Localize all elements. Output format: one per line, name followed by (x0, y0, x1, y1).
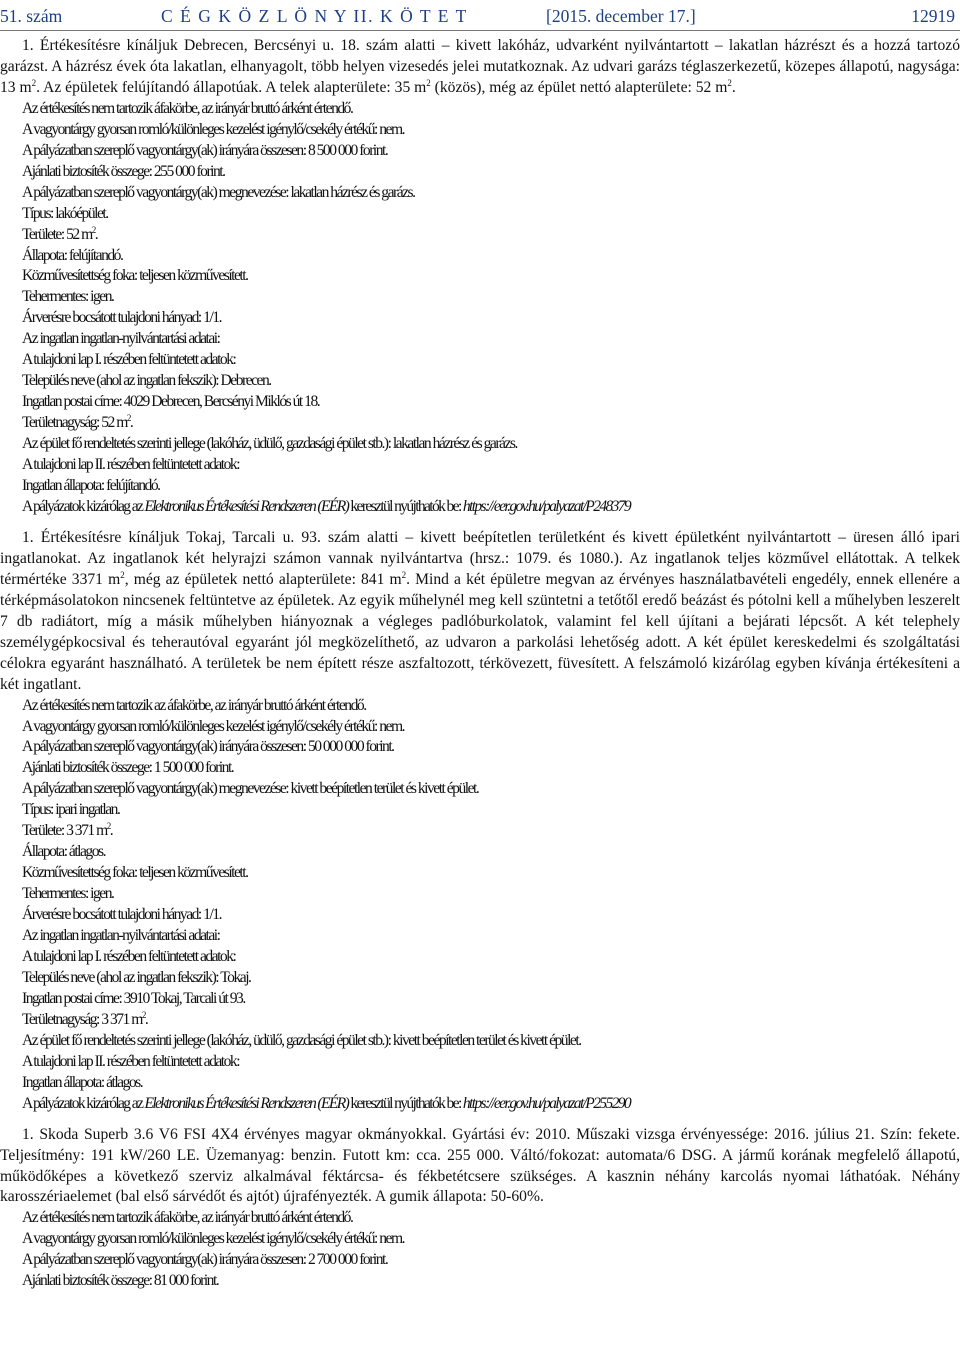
listing-description: 1. Értékesítésre kínáljuk Tokaj, Tarcali u. 93. szám alatti – kivett beépítetlen területként és kivett épületként nyilvántartott – üresen álló ipari ingatlanokat. Az ingatlanok két helyrajzi számon vannak nyilvántartva (hrsz.: 1079. és 1080.). Az ingatlanok teljes közművel ellátottak. A telkek térmértéke 3371 $m^2$, még az épületek nettó alapterülete: 841 $m^2$. Mind a két épületre megvan az érvényes használatbavételi engedély, ennek ellenére a térképmásolatokon nincsenek feltüntetve az épületek. Az egyik műhelynél meg kell szüntetni a tetőtől eredő beázást és pótolni kell a műhelyben leszerelt 7 db radiátort, míg a másik műhelyben hiányoznak a végleges padlóburkolatok, valamint fel kell újítani a bejárati lépcsőt. A két telephely személygépkocsival és teherautóval egyaránt jól megközelíthető, az udvaron a parkolási lehetőség adott. A két épület kereskedelmi és szolgáltatási célokra egyaránt használható. A területek be nem épített része aszfaltozott, térkövezett, füvesített. A felszámoló kizárólag egyben kívánja értékesíteni a két ingatlant. (0, 528, 960, 693)
asking-price: A pályázatban szereplő vagyontárgy(ak) irányára összesen: 2 700 000 forint. (22, 1251, 388, 1269)
asset-area: Területe: 52 $m^2$. (22, 224, 98, 243)
plot-size: Területnagyság: 52 $m^2$. (22, 413, 133, 432)
settlement: Település neve (ahol az ingatlan fekszik): Debrecen. (22, 372, 271, 390)
title-deed-part2: A tulajdoni lap II. részében feltüntetett adatok: (22, 1052, 240, 1070)
page-number-right: 12919 (911, 6, 955, 26)
issue-date: [2015. december 17.] (546, 6, 696, 26)
building-purpose: Az épület fő rendeltetés szerinti jellege (lakóház, üdülő, gazdasági épület stb.): kivett beépítetlen terület és kivett épület. (22, 1031, 581, 1049)
building-purpose: Az épület fő rendeltetés szerinti jellege (lakóház, üdülő, gazdasági épület stb.): lakatlan házrész és garázs. (22, 435, 517, 453)
title-deed-part1: A tulajdoni lap I. részében feltüntetett adatok: (22, 351, 236, 369)
page-number: 51. szám (0, 6, 63, 26)
tender-info: A pályázatok kizárólag az Elektronikus Értékesítési Rendszeren (EÉR) keresztül nyújthatók be: https://eer.gov.hu/palyazat/P248379 (22, 497, 631, 515)
perishable-note: A vagyontárgy gyorsan romló/különleges kezelést igénylő/csekély értékű: nem. (22, 1230, 404, 1248)
postal-address: Ingatlan postai címe: 4029 Debrecen, Bercsényi Miklós út 18. (22, 393, 320, 411)
bid-deposit: Ajánlati biztosíték összege: 1 500 000 forint. (22, 759, 234, 777)
bid-deposit: Ajánlati biztosíték összege: 81 000 forint. (22, 1272, 219, 1290)
perishable-note: A vagyontárgy gyorsan romló/különleges kezelést igénylő/csekély értékű: nem. (22, 717, 404, 735)
listing-debrecen (0, 36, 960, 518)
utilities: Közművesítettség foka: teljesen közművesített. (22, 267, 248, 285)
bid-deposit: Ajánlati biztosíték összege: 255 000 forint. (22, 162, 225, 180)
vat-note: Az értékesítés nem tartozik áfakörbe, az irányár bruttó árként értendő. (22, 99, 353, 117)
tender-info: A pályázatok kizárólag az Elektronikus Értékesítési Rendszeren (EÉR) keresztül nyújthatók be: https://eer.gov.hu/palyazat/P255290 (22, 1094, 631, 1112)
encumbrance: Tehermentes: igen. (22, 288, 114, 306)
ownership-share: Árverésre bocsátott tulajdoni hányad: 1/1. (22, 906, 221, 924)
asset-name: A pályázatban szereplő vagyontárgy(ak) megnevezése: kivett beépítetlen terület és kivett épület. (22, 780, 479, 798)
registry-heading: Az ingatlan ingatlan-nyilvántartási adatai: (22, 330, 220, 348)
asset-type: Típus: lakóépület. (22, 204, 108, 222)
vat-note: Az értékesítés nem tartozik az áfakörbe, az irányár bruttó árként értendő. (22, 696, 366, 714)
asset-condition: Állapota: felújítandó. (22, 246, 123, 264)
header-divider (0, 30, 960, 31)
asset-condition: Állapota: átlagos. (22, 843, 105, 861)
vat-note: Az értékesítés nem tartozik áfakörbe, az irányár bruttó árként értendő. (22, 1209, 353, 1227)
encumbrance: Tehermentes: igen. (22, 885, 114, 903)
perishable-note: A vagyontárgy gyorsan romló/különleges kezelést igénylő/csekély értékű: nem. (22, 120, 404, 138)
settlement: Település neve (ahol az ingatlan fekszik): Tokaj. (22, 968, 251, 986)
title-deed-part1: A tulajdoni lap I. részében feltüntetett adatok: (22, 947, 236, 965)
asking-price: A pályázatban szereplő vagyontárgy(ak) irányára összesen: 8 500 000 forint. (22, 141, 388, 159)
ownership-share: Árverésre bocsátott tulajdoni hányad: 1/1. (22, 309, 221, 327)
listing-tokaj (0, 528, 960, 1115)
registry-heading: Az ingatlan ingatlan-nyilvántartási adatai: (22, 927, 220, 945)
page-header (0, 6, 960, 28)
property-condition: Ingatlan állapota: felújítandó. (22, 477, 160, 495)
tender-link[interactable]: https://eer.gov.hu/palyazat/P255290 (462, 1094, 631, 1112)
listing-skoda (0, 1125, 960, 1293)
property-condition: Ingatlan állapota: átlagos. (22, 1073, 143, 1091)
listing-description: 1. Értékesítésre kínáljuk Debrecen, Bercsényi u. 18. szám alatti – kivett lakóház, udvarként nyilvántartott – lakatlan házrészt és a hozzá tartozó garázst. A házrész évek óta lakatlan, elhanyagolt, több helyen vizesedés jelei mutatkoznak. Az udvari garázs téglaszerkezetű, közepes állapotú, nagysága: 13 $m^2$. Az épületek felújítandó állapotúak. A telek alapterülete: 35 $m^2$ (közös), még az épület nettó alapterülete: 52 $m^2$. (0, 37, 960, 96)
title-deed-part2: A tulajdoni lap II. részében feltüntetett adatok: (22, 456, 240, 474)
asset-name: A pályázatban szereplő vagyontárgy(ak) megnevezése: lakatlan házrész és garázs. (22, 183, 415, 201)
listing-description: 1. Skoda Superb 3.6 V6 FSI 4X4 érvényes magyar okmányokkal. Gyártási év: 2010. Műszaki vizsga érvényessége: 2016. július 21. Szín: fekete. Teljesítmény: 191 kW/260 LE. Üzemanyag: benzin. Futott km: cca. 255 000. Váltó/fokozat: automata/6 DSG. A jármű korának megfelelő állapotú, működőképes a következő szerviz alkalmával féktárcsa- és fékbetétcsere szükséges. A kasznin néhány karcolás nyomai láthatóak. Néhány karosszériaelemet (bal első sárvédőt és ajtót) újrafényezték. A gumik állapota: 50-60%. (0, 1125, 960, 1206)
postal-address: Ingatlan postai címe: 3910 Tokaj, Tarcali út 93. (22, 989, 245, 1007)
gazette-title: C É G K Ö Z L Ö N Y II. K Ö T E T (161, 6, 468, 26)
asset-area: Területe: 3 371 $m^2$. (22, 821, 113, 840)
page-body (0, 36, 960, 1292)
plot-size: Területnagyság: 3 371 $m^2$. (22, 1009, 148, 1028)
asking-price: A pályázatban szereplő vagyontárgy(ak) irányára összesen: 50 000 000 forint. (22, 738, 394, 756)
tender-link[interactable]: https://eer.gov.hu/palyazat/P248379 (462, 497, 631, 515)
asset-type: Típus: ipari ingatlan. (22, 801, 120, 819)
utilities: Közművesítettség foka: teljesen közművesített. (22, 864, 248, 882)
